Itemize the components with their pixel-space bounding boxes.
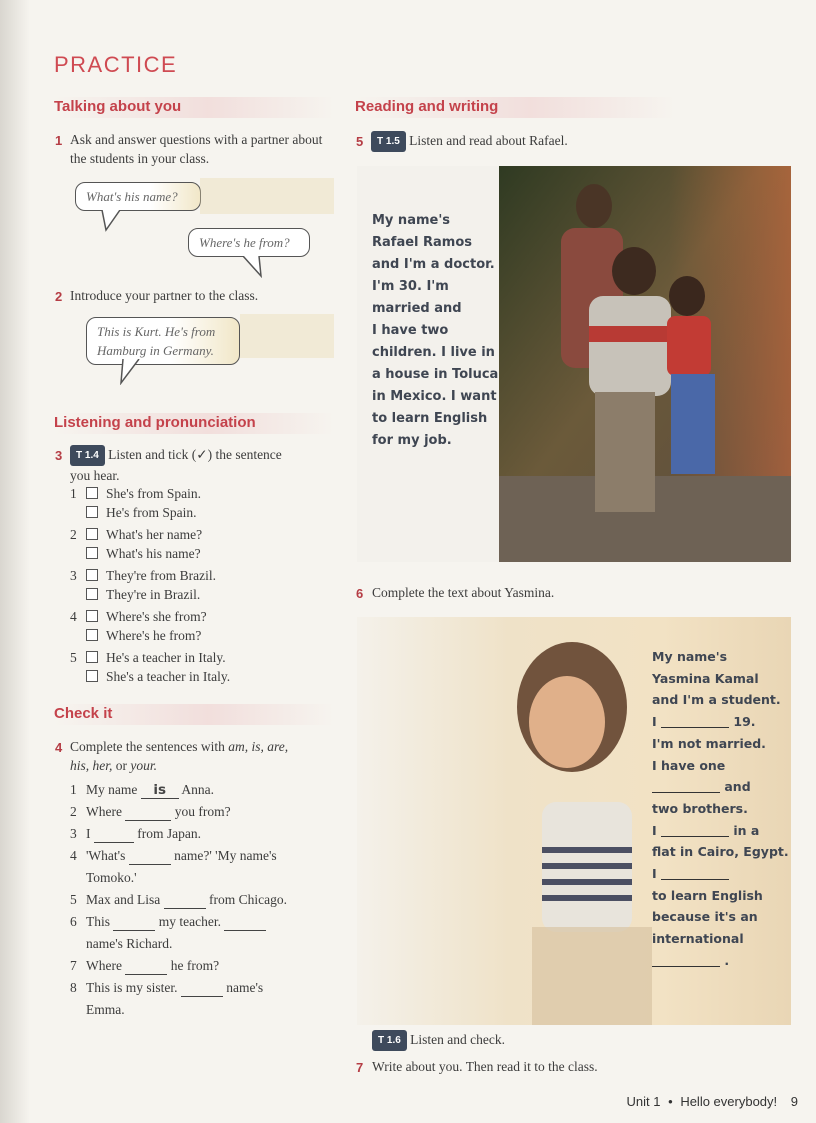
exercise-number-4: 4 [55, 740, 63, 755]
list-item: 1 She's from Spain. [70, 486, 202, 501]
list-item: 7 Where he from? [70, 958, 220, 973]
rafael-text: My name's Rafael Ramos and I'm a doctor. I'm 30. I'm married and I have two children. I live in a house in Toluca in Mexico. I want to learn English for my job. [372, 213, 499, 448]
list-item: 5 Max and Lisa from Chicago. [70, 892, 287, 907]
list-item: Emma. [86, 1002, 125, 1017]
text-blank[interactable] [661, 713, 729, 728]
footer-dot: • [668, 1094, 673, 1109]
list-item: 3 They're from Brazil. [70, 568, 217, 583]
list-item: 2 Where you from? [70, 804, 231, 819]
answer-blank[interactable] [125, 958, 167, 975]
family-photo [499, 166, 791, 562]
tick-checkbox[interactable] [86, 629, 98, 641]
speech-bubble-2-text: Where's he from? [199, 235, 290, 250]
answer-blank[interactable] [164, 892, 206, 909]
section-title-reading: Reading and writing [355, 97, 675, 118]
exercise-number-5: 5 [356, 134, 364, 149]
audio-track-badge: T 1.5 [371, 131, 406, 152]
exercise-number-1: 1 [55, 133, 63, 148]
list-item: 1 My name is Anna. [70, 782, 215, 798]
list-item: What's his name? [70, 546, 201, 566]
answer-blank[interactable] [113, 914, 155, 931]
list-item: 8 This is my sister. name's [70, 980, 264, 995]
tick-checkbox[interactable] [86, 528, 98, 540]
footer-title: Hello everybody! [680, 1094, 778, 1109]
list-item: 5 He's a teacher in Italy. [70, 650, 226, 665]
exercise-number-3: 3 [55, 448, 63, 463]
tick-checkbox[interactable] [86, 651, 98, 663]
list-item: 4 'What's name?' 'My name's [70, 848, 277, 863]
answer-blank[interactable] [224, 914, 266, 931]
bubble-tail-icon [241, 256, 267, 278]
exercise-2-text: Introduce your partner to the class. [70, 288, 259, 303]
tick-checkbox[interactable] [86, 670, 98, 682]
list-item: 2 What's her name? [70, 527, 203, 542]
page-footer [627, 1094, 798, 1109]
list-item: 3 I from Japan. [70, 826, 201, 841]
list-item: 4 Where's she from? [70, 609, 207, 624]
speech-bubble-3-text: This is Kurt. He's from Hamburg in Germany. [97, 324, 216, 358]
speech-bubble-3 [86, 317, 240, 365]
list-item: name's Richard. [86, 936, 173, 951]
bubble-tail-icon [100, 210, 126, 232]
bubble-tail-icon [117, 359, 145, 385]
tick-checkbox[interactable] [86, 487, 98, 499]
bubble-1-shade [200, 178, 334, 214]
exercise-7-text: Write about you. Then read it to the class. [372, 1059, 598, 1074]
answer-blank[interactable] [94, 826, 134, 843]
exercise-3-text-a: Listen and tick (✓) the sentence [108, 447, 282, 462]
list-item: Where's he from? [70, 628, 201, 648]
text-blank[interactable] [661, 865, 729, 880]
tick-checkbox[interactable] [86, 569, 98, 581]
exercise-6-text: Complete the text about Yasmina. [372, 585, 555, 600]
list-item: Tomoko.' [86, 870, 137, 885]
list-item: He's from Spain. [70, 505, 197, 525]
yasmina-text: My name's Yasmina Kamal and I'm a student. I 19. I'm not married. I have one and two brothers. I in a flat in Cairo, Egypt. I to learn English because it's an international . [652, 649, 789, 968]
answer-blank[interactable] [125, 804, 171, 821]
footer-unit: Unit 1 [626, 1094, 661, 1109]
tick-checkbox[interactable] [86, 547, 98, 559]
speech-bubble-2 [188, 228, 310, 257]
section-title-check: Check it [54, 704, 334, 725]
text-blank[interactable] [661, 822, 729, 837]
exercise-number-2: 2 [55, 289, 63, 304]
exercise-3-text-b: you hear. [70, 468, 120, 483]
text-blank[interactable] [652, 952, 720, 967]
list-item: They're in Brazil. [70, 587, 200, 607]
speech-bubble-1 [75, 182, 201, 211]
listen-check-line: T 1.6 Listen and check. [372, 1030, 792, 1051]
exercise-4-instruction: Complete the sentences with am, is, are, his, her, or your. [70, 739, 289, 773]
list-item: She's a teacher in Italy. [70, 669, 230, 689]
answer-blank[interactable]: is [141, 782, 179, 799]
answer-blank[interactable] [181, 980, 223, 997]
page-heading: PRACTICE [54, 52, 178, 77]
exercise-number-6: 6 [356, 586, 364, 601]
page-number: 9 [790, 1094, 798, 1109]
exercise-1-text: Ask and answer questions with a partner about the students in your class. [70, 132, 323, 166]
tick-checkbox[interactable] [86, 610, 98, 622]
bubble-3-shade [240, 314, 334, 358]
audio-track-badge: T 1.6 [372, 1030, 407, 1051]
exercise-number-7: 7 [356, 1060, 364, 1075]
tick-checkbox[interactable] [86, 506, 98, 518]
speech-bubble-1-text: What's his name? [86, 189, 178, 204]
text-blank[interactable] [652, 778, 720, 793]
list-item: 6 This my teacher. [70, 914, 266, 934]
tick-checkbox[interactable] [86, 588, 98, 600]
audio-track-badge: T 1.4 [70, 445, 105, 466]
exercise-3-instruction [70, 445, 330, 485]
answer-blank[interactable] [129, 848, 171, 865]
exercise-5-instruction: T 1.5 Listen and read about Rafael. [371, 131, 791, 152]
section-title-listening: Listening and pronunciation [54, 413, 334, 434]
section-title-talking: Talking about you [54, 97, 334, 118]
